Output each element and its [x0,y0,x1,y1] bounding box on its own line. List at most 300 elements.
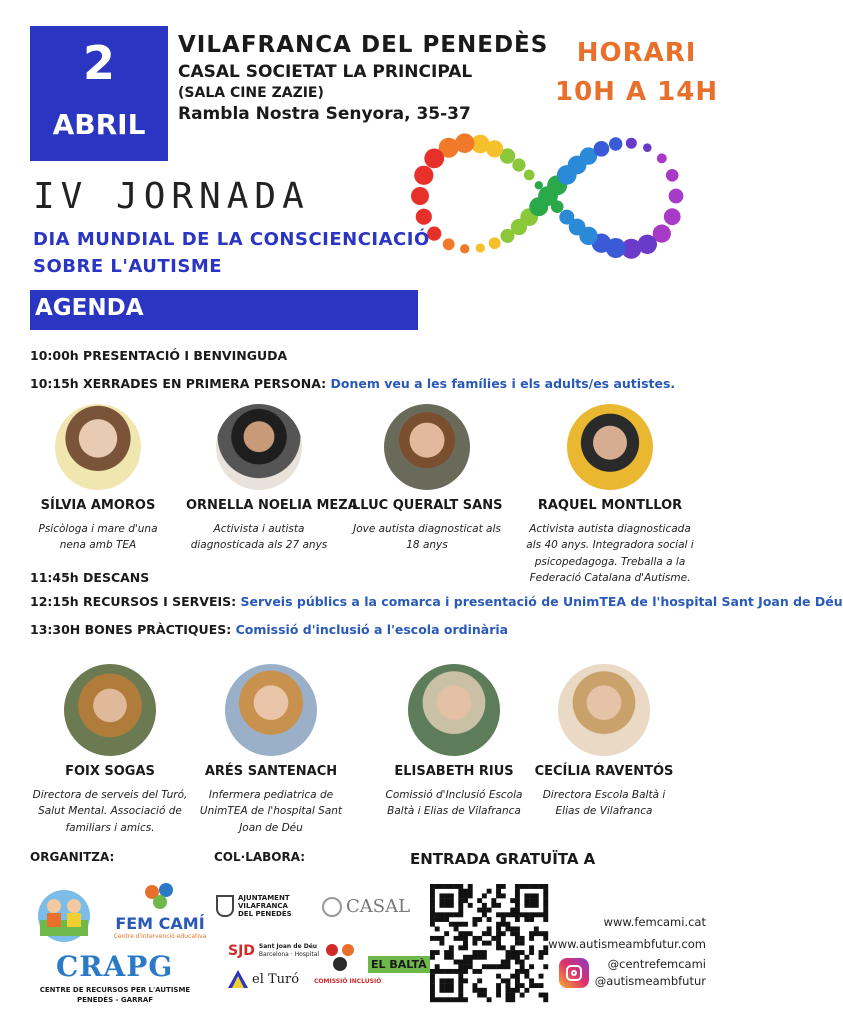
speaker-photo [558,664,650,756]
speaker-photo [216,404,302,490]
ajuntament-logo [216,894,292,918]
speaker-card [28,664,192,836]
qr-module [482,903,487,908]
schedule-label: HORARI [576,38,697,68]
qr-module [543,893,548,898]
qr-module [482,912,487,917]
qr-module [515,969,520,974]
qr-module [435,926,440,931]
qr-module [515,941,520,946]
qr-module [529,917,534,922]
qr-module [515,960,520,965]
qr-module [482,931,487,936]
qr-module [430,936,435,941]
qr-module [501,912,506,917]
qr-module [487,931,492,936]
qr-module [472,955,477,960]
qr-module [449,893,454,898]
speaker-name: CECÍLIA RAVENTÓS [534,764,674,779]
qr-module [543,884,548,889]
qr-module [501,884,506,889]
qr-module [534,931,539,936]
infinity-dot [643,143,652,152]
agenda-detail: Donem veu a les famílies i els adults/es autistes. [326,376,676,391]
speaker-photo [64,664,156,756]
qr-module [482,941,487,946]
infinity-dot [414,166,433,185]
ajuntament-line-2: VILAFRANCA [238,902,288,911]
qr-module [534,983,539,988]
speaker-role: Infermera pediatrica de UnimTEA de l'hospital Sant Joan de Déu [199,789,343,834]
autisme-kids-icon [32,876,96,940]
qr-module [477,908,482,913]
qr-module [510,945,515,950]
subtitle-line-1: DIA MUNDIAL DE LA CONSCIENCIACIÓ [33,229,430,250]
comissio-text: COMISSIÓ INCLUSIÓ [314,978,382,985]
qr-module [510,908,515,913]
qr-module [477,950,482,955]
qr-module [510,993,515,998]
qr-module [515,903,520,908]
qr-module [515,884,520,889]
ajuntament-line-3: DEL PENEDÈS [238,910,292,919]
qr-module [496,993,501,998]
qr-module [520,964,525,969]
infinity-dot [626,138,637,149]
qr-module [515,926,520,931]
qr-module [435,950,440,955]
qr-module [449,978,454,983]
organitza-heading: ORGANITZA: [30,850,115,864]
website-link-2[interactable]: www.autismeambfutur.com [548,936,706,951]
qr-module [529,945,534,950]
qr-module [458,988,463,993]
qr-module [454,884,459,889]
qr-module [510,997,515,1002]
entrada-heading: ENTRADA GRATUÏTA A [410,850,596,868]
qr-module [430,969,435,974]
instagram-icon[interactable] [559,958,589,988]
qr-module [444,884,449,889]
qr-module [482,893,487,898]
qr-module [524,884,529,889]
qr-module [520,912,525,917]
qr-module [463,997,468,1002]
agenda-time-title: 10:00h PRESENTACIÓ I BENVINGUDA [30,348,288,363]
infinity-dot [609,137,622,150]
infinity-dot [460,244,469,253]
qr-module [458,908,463,913]
qr-module [515,898,520,903]
qr-module [463,931,468,936]
qr-module [430,997,435,1002]
qr-module [430,922,435,927]
qr-module [468,903,473,908]
qr-module [458,974,463,979]
qr-module [449,903,454,908]
qr-module [430,983,435,988]
qr-module [496,964,501,969]
qr-module [482,950,487,955]
qr-module [472,936,477,941]
qr-module [463,922,468,927]
infinity-dot [424,149,444,169]
qr-module [458,993,463,998]
qr-module [439,997,444,1002]
qr-module [501,960,506,965]
qr-module [515,974,520,979]
qr-module [439,917,444,922]
qr-module [444,969,449,974]
qr-module [515,893,520,898]
qr-module [444,955,449,960]
qr-module [515,917,520,922]
qr-module [501,964,506,969]
sjd-name: Sant Joan de Déu [258,943,318,951]
qr-module [515,936,520,941]
qr-module [444,917,449,922]
qr-module [515,908,520,913]
qr-module [439,969,444,974]
qr-module [491,903,496,908]
speaker-role: Activista i autista diagnosticada als 27 anys [190,523,328,552]
qr-module [487,908,492,913]
speaker-role: Comissió d'Inclusió Escola Baltà i Elias de Vilafranca [385,789,523,818]
qr-module [463,945,468,950]
speaker-role: Jove autista diagnosticat als 18 anys [353,523,501,552]
qr-module [468,955,473,960]
speaker-photo [225,664,317,756]
qr-module [477,969,482,974]
infinity-dot [559,210,574,225]
speaker-photo [55,404,141,490]
qr-module [491,898,496,903]
qr-module [458,903,463,908]
website-link[interactable]: www.femcami.cat [603,915,706,929]
qr-module [520,936,525,941]
qr-module [529,912,534,917]
crapg-logo: CRAPG [56,950,174,983]
qr-module [463,978,468,983]
qr-module [539,884,544,889]
qr-module [529,936,534,941]
speaker-card [196,664,346,836]
qr-module [430,903,435,908]
qr-module [449,884,454,889]
qr-module [534,903,539,908]
qr-module [463,955,468,960]
qr-module [463,964,468,969]
qr-module [534,893,539,898]
qr-module [534,884,539,889]
infinity-dot [512,158,525,171]
speaker-name: ARÉS SANTENACH [204,764,338,779]
agenda-heading: AGENDA [30,290,418,330]
speaker-photo [567,404,653,490]
crapg-sub-line-2: PENEDÈS - GARRAF [76,995,154,1004]
qr-module [482,993,487,998]
qr-module [454,960,459,965]
qr-module [515,988,520,993]
qr-module [515,983,520,988]
infinity-dot [535,181,543,189]
qr-module [435,936,440,941]
qr-module [496,912,501,917]
fem-cami-text: FEM CAMÍ [115,914,205,933]
qr-module [463,936,468,941]
qr-module [506,983,511,988]
qr-module [496,903,501,908]
qr-module [472,950,477,955]
sjd-sub: Barcelona · Hospital [258,951,320,958]
qr-module [449,912,454,917]
qr-module [439,898,444,903]
qr-module [454,969,459,974]
qr-module [496,931,501,936]
qr-module [496,936,501,941]
el-turo-text: el Turó [252,971,300,987]
qr-module [439,936,444,941]
qr-module [444,983,449,988]
qr-module [468,964,473,969]
qr-module [454,936,459,941]
agenda-item [30,594,843,609]
qr-module [472,969,477,974]
qr-module [458,912,463,917]
infinity-dot [666,169,679,182]
qr-module [463,889,468,894]
qr-module [477,898,482,903]
crapg-subtitle [30,986,200,1006]
qr-module [524,903,529,908]
qr-module [539,993,544,998]
speaker-name: ELISABETH RIUS [394,764,514,779]
qr-module [506,922,511,927]
qr-module [543,903,548,908]
qr-module [501,922,506,927]
infinity-dot [476,243,485,252]
qr-module [430,898,435,903]
qr-module [524,898,529,903]
speaker-name: LLUC QUERALT SANS [352,498,503,513]
qr-module [430,993,435,998]
qr-module [524,912,529,917]
qr-module [543,993,548,998]
qr-module [501,917,506,922]
speaker-role: Directora de serveis del Turó, Salut Mental. Associació de familiars i amics. [32,789,188,834]
qr-module [515,912,520,917]
qr-module [501,931,506,936]
infinity-dot [416,209,432,225]
contact-block [548,912,706,990]
qr-module [439,893,444,898]
infinity-dot [524,170,535,181]
qr-module [529,978,534,983]
qr-module [524,893,529,898]
qr-module [458,983,463,988]
qr-module [458,945,463,950]
qr-module [435,969,440,974]
venue-city: VILAFRANCA DEL PENEDÈS [178,32,549,58]
casal-emblem-icon [322,897,342,917]
qr-module [439,903,444,908]
qr-module [529,964,534,969]
qr-module [524,917,529,922]
qr-module [501,893,506,898]
qr-module [458,960,463,965]
qr-module [439,941,444,946]
qr-module [449,898,454,903]
qr-module [444,912,449,917]
qr-module [458,978,463,983]
qr-module [529,983,534,988]
infinity-dot [664,208,681,225]
qr-code[interactable] [430,884,548,1002]
qr-module [510,955,515,960]
qr-module [463,960,468,965]
sjd-mark: SJD [228,943,255,959]
speaker-role: Directora Escola Baltà i Elias de Vilafranca [542,789,666,818]
qr-module [449,922,454,927]
qr-module [439,978,444,983]
qr-module [496,889,501,894]
qr-module [506,955,511,960]
qr-module [524,969,529,974]
qr-module [496,941,501,946]
agenda-item [30,570,149,585]
qr-module [487,941,492,946]
colabora-heading: COL·LABORA: [214,850,306,864]
agenda-detail: Comissió d'inclusió a l'escola ordinària [231,622,509,637]
qr-module [468,884,473,889]
ajuntament-shield-icon [216,895,234,917]
qr-module [487,917,492,922]
qr-module [482,955,487,960]
crapg-sub-line-1: CENTRE DE RECURSOS PER L'AUTISME [39,986,191,994]
qr-module [477,936,482,941]
qr-module [529,931,534,936]
venue-name: CASAL SOCIETAT LA PRINCIPAL [178,62,473,83]
el-balta-logo: EL BALTÀ [368,956,430,973]
qr-module [506,978,511,983]
qr-module [496,974,501,979]
qr-module [463,898,468,903]
qr-module [539,955,544,960]
speaker-role: Activista autista diagnosticada als 40 anys. Integradora social i psicopedagoga. Treballa a la Federació Catalana d'Autisme. [526,523,694,584]
qr-module [472,922,477,927]
event-subtitle [33,226,430,280]
fem-cami-logo [110,880,210,940]
qr-module [458,922,463,927]
qr-module [520,960,525,965]
qr-module [439,988,444,993]
qr-module [430,917,435,922]
qr-module [430,908,435,913]
qr-module [430,974,435,979]
qr-module [472,983,477,988]
agenda-time-title: 11:45h DESCANS [30,570,150,585]
qr-module [454,997,459,1002]
speaker-card [352,404,502,554]
speaker-name: ORNELLA NOELIA MEZA [186,498,358,513]
instagram-handle-2[interactable]: @autismeambfutur [594,973,706,988]
qr-module [520,950,525,955]
qr-module [487,889,492,894]
casal-text: CASAL [346,896,411,917]
speaker-card [186,404,358,554]
comissio-people-icon [322,940,358,976]
qr-module [539,974,544,979]
qr-module [458,893,463,898]
qr-module [435,884,440,889]
subtitle-line-2: SOBRE L'AUTISME [33,256,223,277]
qr-module [449,945,454,950]
date-box [30,26,168,161]
qr-module [520,993,525,998]
qr-module [449,969,454,974]
qr-module [501,978,506,983]
ajuntament-line-1: AJUNTAMENT [238,894,290,902]
qr-module [463,969,468,974]
qr-module [430,889,435,894]
qr-module [543,898,548,903]
event-title: IV JORNADA [33,176,310,217]
qr-module [529,893,534,898]
casal-logo [322,896,410,917]
qr-module [510,926,515,931]
qr-module [529,898,534,903]
qr-module [506,997,511,1002]
agenda-time-title: 10:15h XERRADES EN PRIMERA PERSONA: [30,376,327,391]
qr-module [477,993,482,998]
qr-module [534,912,539,917]
date-day: 2 [82,36,115,90]
qr-module [454,926,459,931]
qr-module [449,955,454,960]
qr-module [506,960,511,965]
venue-address: Rambla Nostra Senyora, 35-37 [178,103,471,124]
qr-module [506,926,511,931]
qr-module [458,936,463,941]
speaker-card [384,664,524,820]
qr-module [524,974,529,979]
qr-module [477,978,482,983]
qr-module [515,955,520,960]
qr-module [444,997,449,1002]
qr-module [496,988,501,993]
qr-module [520,941,525,946]
qr-module [472,941,477,946]
qr-module [482,964,487,969]
qr-module [510,931,515,936]
qr-module [439,983,444,988]
qr-module [510,988,515,993]
qr-module [487,997,492,1002]
qr-module [477,917,482,922]
qr-module [477,988,482,993]
qr-module [444,978,449,983]
qr-module [444,893,449,898]
qr-module [435,997,440,1002]
qr-module [458,969,463,974]
qr-module [454,912,459,917]
speaker-name: RAQUEL MONTLLOR [537,498,683,513]
instagram-handle-1[interactable]: @centrefemcami [607,956,706,971]
qr-module [520,983,525,988]
qr-module [506,912,511,917]
qr-module [496,926,501,931]
qr-module [510,912,515,917]
